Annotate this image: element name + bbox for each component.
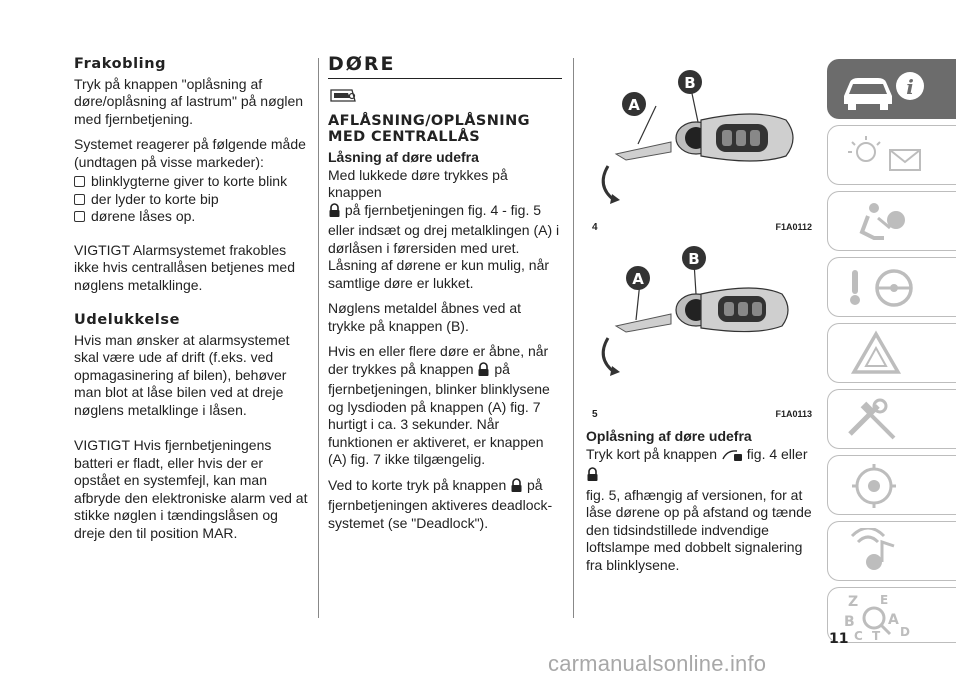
- bullet-icon: [74, 211, 85, 222]
- door-key-icon: [328, 87, 562, 110]
- label-b: B: [684, 74, 696, 92]
- svg-text:B: B: [844, 614, 855, 630]
- multimedia-icon: [838, 528, 948, 576]
- figure-number: 5: [592, 409, 598, 420]
- subheading: Låsning af døre udefra: [328, 149, 479, 165]
- tools-service-icon: [838, 396, 948, 444]
- svg-text:T: T: [872, 629, 881, 642]
- key-fob-illustration: [586, 58, 820, 228]
- lock-icon: [586, 467, 599, 487]
- list-item: dørene låses op.: [74, 208, 310, 226]
- paragraph-note: VIGTIGT Hvis fjernbetjeningens batteri er fladt, eller hvis der er opstået en systemfejl, kan man afbryde den elektroniske alarm ved at stikke nøglen i tændingslåsen og dreje den til position MAR.: [74, 437, 308, 541]
- list-item: der lyder to korte bip: [74, 191, 310, 209]
- page-number: 11: [829, 631, 849, 647]
- index-icon: [838, 594, 948, 642]
- steering-wheel-icon: [838, 264, 948, 312]
- figure-caption: [586, 219, 820, 237]
- column-middle: DØRE AFLÅSNING/OPLÅSNING MED CENTRALLÅS Låsning af døre udefra Med lukkede døre trykkes på knappen på fjernbetjeningen fig. 4 - fig. 5 eller indsæt og drej metalklingen (A) i dørlåsen i førersiden med uret. Låsning af dørene er kun mulig, når samtlige døre er lukket. Nøglens metaldel åbnes ved at trykke på knappen (B). Hvis en eller flere døre er åbne, når der trykkes på knappen på fjernbetjeningen, blinker blinklysene og lysdioden på knappen (A) fig. 7 hurtigt i ca. 3 sekunder. Når funktionen er aktiveret, er knappen (A) fig. 7 ikke tilgængelig. Ved to korte tryk på knappen på fjernbetjeningen aktiveres deadlock-systemet (se "Deadlock").: [328, 56, 562, 540]
- lock-icon: [328, 203, 341, 223]
- section-heading: AFLÅSNING/OPLÅSNING MED CENTRALLÅS: [328, 113, 530, 145]
- svg-text:C: C: [854, 629, 863, 642]
- paragraph: Nøglens metaldel åbnes ved at trykke på knappen (B).: [328, 300, 521, 334]
- svg-text:i: i: [906, 75, 914, 99]
- svg-text:Z: Z: [848, 594, 859, 610]
- figure-number: 4: [592, 222, 598, 233]
- tab-safety[interactable]: [827, 191, 956, 251]
- tab-emergency[interactable]: [827, 323, 956, 383]
- chapter-title: DØRE: [328, 56, 562, 79]
- tab-service[interactable]: [827, 389, 956, 449]
- heading-frakobling: Frakobling: [74, 56, 167, 72]
- paragraph: Tryk på knappen "oplåsning af døre/oplåsning af lastrum" på nøglen med fjernbetjening.: [74, 75, 304, 127]
- tab-driving[interactable]: [827, 257, 956, 317]
- lock-icon: [477, 362, 490, 382]
- unlock-icon: [721, 448, 743, 467]
- column-left: [74, 56, 310, 550]
- tab-technical-data[interactable]: [827, 455, 956, 515]
- figure-5: [586, 238, 820, 428]
- label-a: A: [632, 270, 644, 288]
- paragraph-note: VIGTIGT Alarmsystemet frakobles ikke hvis centrallåsen betjenes med nøglens metalklinge.: [74, 241, 296, 293]
- svg-text:E: E: [880, 594, 889, 607]
- figure-code: F1A0112: [775, 222, 812, 232]
- lock-icon: [510, 478, 523, 498]
- tab-multimedia[interactable]: [827, 521, 956, 581]
- heading-udelukkelse: Udelukkelse: [74, 312, 181, 328]
- figure-code: F1A0113: [775, 409, 812, 419]
- tab-dashboard-lights[interactable]: [827, 125, 956, 185]
- paragraph: Systemet reagerer på følgende måde (undtagen på visse markeder):: [74, 136, 306, 170]
- column-divider: [573, 58, 574, 618]
- svg-text:D: D: [900, 625, 910, 639]
- warning-triangle-icon: [838, 330, 948, 378]
- figure-caption: [586, 406, 820, 424]
- svg-text:A: A: [888, 612, 899, 628]
- bullet-icon: [74, 176, 85, 187]
- list-item: blinklygterne giver to korte blink: [74, 173, 310, 191]
- column-divider: [318, 58, 319, 618]
- dashboard-lights-icon: [838, 132, 948, 180]
- figure-4: [586, 58, 820, 238]
- airbag-safety-icon: [838, 198, 948, 246]
- tab-car-info[interactable]: [827, 59, 956, 119]
- label-a: A: [628, 96, 640, 114]
- watermark: carmanualsonline.info: [548, 651, 767, 676]
- technical-data-icon: [838, 462, 948, 510]
- column-right: A B 4 F1A0112 A B 5 F1A0113 Oplåsning af døre udefra Tryk kort på knappen fig. 4 eller fig. 5, afhængig af versionen, for at låse dørene op på afstand og tænde den tidsindstillede indvendige loftslampe med dobbelt signalering fra blinklysene.: [586, 58, 820, 582]
- car-info-icon: [838, 66, 948, 114]
- paragraph: Hvis man ønsker at alarmsystemet skal være ude af drift (f.eks. ved opmagasinering af bilen), behøver man blot at låse bilen ved at dreje nøglens metalklinge i låsen.: [74, 331, 290, 418]
- label-b: B: [688, 250, 700, 268]
- key-fob-illustration: [586, 238, 820, 408]
- subheading: Oplåsning af døre udefra: [586, 428, 752, 444]
- bullet-icon: [74, 194, 85, 205]
